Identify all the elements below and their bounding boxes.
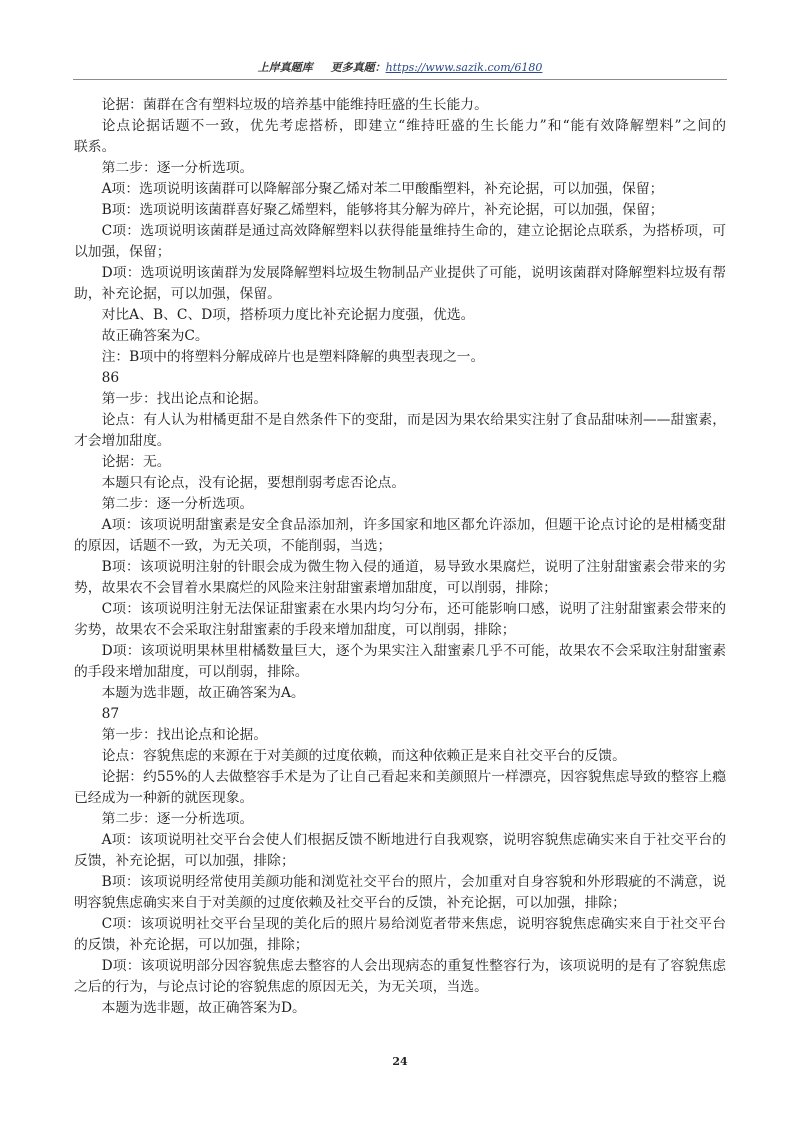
source-url-link[interactable]: https://www.sazik.com/6180 [385,61,543,74]
paragraph [74,410,726,452]
option-analysis [74,179,726,200]
text-line: 助，补充论据，可以加强，保留。 [74,286,281,302]
text-line: 86 [101,370,120,386]
text-line: 故正确答案为C。 [101,328,209,344]
step-heading [74,158,726,179]
step-heading [74,809,726,830]
page-header [0,60,800,76]
text-line: 的原因，话题不一致，为无关项，不能削弱，当选； [74,538,392,554]
answer-line [74,326,726,347]
paragraph [74,473,726,494]
option-analysis [74,830,726,872]
paragraph [74,746,726,767]
text-line: 明容貌焦虑确实来自于对美颜的过度依赖及社交平台的反馈，补充论据，可以加强，排除； [74,895,626,911]
text-line: C项：该项说明社交平台呈现的美化后的照片易给浏览者带来焦虑，说明容貌焦虑确实来自于社交平台 [101,916,726,932]
text-line: 第二步：逐一分析选项。 [101,811,254,827]
option-analysis [74,914,726,956]
text-line: B项：选项说明该菌群喜好聚乙烯塑料，能够将其分解为碎片，补充论据，可以加强，保留； [101,202,664,218]
text-line: 论点论据话题不一致，优先考虑搭桥，即建立“维持旺盛的生长能力”和“能有效降解塑料”之间的 [101,118,726,134]
option-analysis [74,263,726,305]
note [74,347,726,368]
text-line: 本题为选非题，故正确答案为A。 [101,685,305,701]
option-analysis [74,872,726,914]
step-heading [74,389,726,410]
site-name: 上岸真题库 [257,61,313,74]
text-line: 第二步：逐一分析选项。 [101,496,254,512]
text-line: A项：选项说明该菌群可以降解部分聚乙烯对苯二甲酸酯塑料，补充论据，可以加强，保留； [101,181,664,197]
text-line: 第一步：找出论点和论据。 [101,391,268,407]
question-number [74,368,726,389]
text-line: D项：该项说明部分因容貌焦虑去整容的人会出现病态的重复性整容行为，该项说明的是有了容貌焦虑 [101,958,726,974]
option-analysis [74,515,726,557]
paragraph [74,767,726,809]
text-line: 论点：有人认为柑橘更甜不是自然条件下的变甜，而是因为果农给果实注射了食品甜味剂——甜蜜素， [101,412,726,428]
paragraph [74,452,726,473]
text-line: 87 [101,706,120,722]
source-label: 更多真题： [330,61,386,74]
text-line: 才会增加甜度。 [74,433,171,449]
text-line: 反馈，补充论据，可以加强，排除； [74,853,295,869]
answer-line [74,683,726,704]
paragraph [74,95,726,116]
question-number [74,704,726,725]
answer-line [74,998,726,1019]
page-number: 24 [392,1055,408,1068]
text-line: 之后的行为，与论点讨论的容貌焦虑的原因无关，为无关项，当选。 [74,979,488,995]
text-line: 对比A、B、C、D项，搭桥项力度比补充论据力度强，优选。 [101,307,475,323]
paragraph [74,116,726,158]
option-analysis [74,200,726,221]
header-divider [73,79,727,80]
text-line: 以加强，保留； [74,244,171,260]
paragraph [74,305,726,326]
text-line: B项：该项说明注射的针眼会成为微生物入侵的通道，易导致水果腐烂，说明了注射甜蜜素会带来的劣 [101,559,726,575]
text-line: 劣势，故果农不会采取注射甜蜜素的手段来增加甜度，可以削弱，排除； [74,622,516,638]
text-line: 论点：容貌焦虑的来源在于对美颜的过度依赖，而这种依赖正是来自社交平台的反馈。 [101,748,626,764]
text-line: 联系。 [74,139,116,155]
option-analysis [74,221,726,263]
text-line: B项：该项说明经常使用美颜功能和浏览社交平台的照片，会加重对自身容貌和外形瑕疵的不满意，说 [101,874,726,890]
option-analysis [74,599,726,641]
text-line: D项：该项说明果林里柑橘数量巨大，逐个为果实注入甜蜜素几乎不可能，故果农不会采取注射甜蜜素 [101,643,726,659]
text-line: A项：该项说明甜蜜素是安全食品添加剂，许多国家和地区都允许添加，但题干论点讨论的是柑橘变甜 [101,517,726,533]
text-line: C项：该项说明注射无法保证甜蜜素在水果内均匀分布，还可能影响口感，说明了注射甜蜜素会带来的 [101,601,726,617]
text-line: 第二步：逐一分析选项。 [101,160,254,176]
text-line: 论据：菌群在含有塑料垃圾的培养基中能维持旺盛的生长能力。 [101,97,488,113]
text-line: A项：该项说明社交平台会使人们根据反馈不断地进行自我观察，说明容貌焦虑确实来自于社交平台的 [101,832,726,848]
document-body [74,95,726,1019]
text-line: 注：B项中的将塑料分解成碎片也是塑料降解的典型表现之一。 [101,349,485,365]
text-line: 本题只有论点，没有论据，要想削弱考虑否论点。 [101,475,406,491]
step-heading [74,494,726,515]
text-line: 论据：无。 [101,454,171,470]
text-line: D项：选项说明该菌群为发展降解塑料垃圾生物制品产业提供了可能，说明该菌群对降解塑料垃圾有帮 [101,265,726,281]
text-line: C项：选项说明该菌群是通过高效降解塑料以获得能量维持生命的，建立论据论点联系，为搭桥项，可 [101,223,726,239]
option-analysis [74,557,726,599]
text-line: 论据：约55%的人去做整容手术是为了让自己看起来和美颜照片一样漂亮，因容貌焦虑导致的整容上瘾 [101,769,726,785]
text-line: 已经成为一种新的就医现象。 [74,790,254,806]
option-analysis [74,641,726,683]
text-line: 第一步：找出论点和论据。 [101,727,268,743]
step-heading [74,725,726,746]
text-line: 势，故果农不会冒着水果腐烂的风险来注射甜蜜素增加甜度，可以削弱，排除； [74,580,557,596]
text-line: 本题为选非题，故正确答案为D。 [101,1000,306,1016]
text-line: 的反馈，补充论据，可以加强，排除； [74,937,309,953]
text-line: 的手段来增加甜度，可以削弱，排除。 [74,664,309,680]
option-analysis [74,956,726,998]
